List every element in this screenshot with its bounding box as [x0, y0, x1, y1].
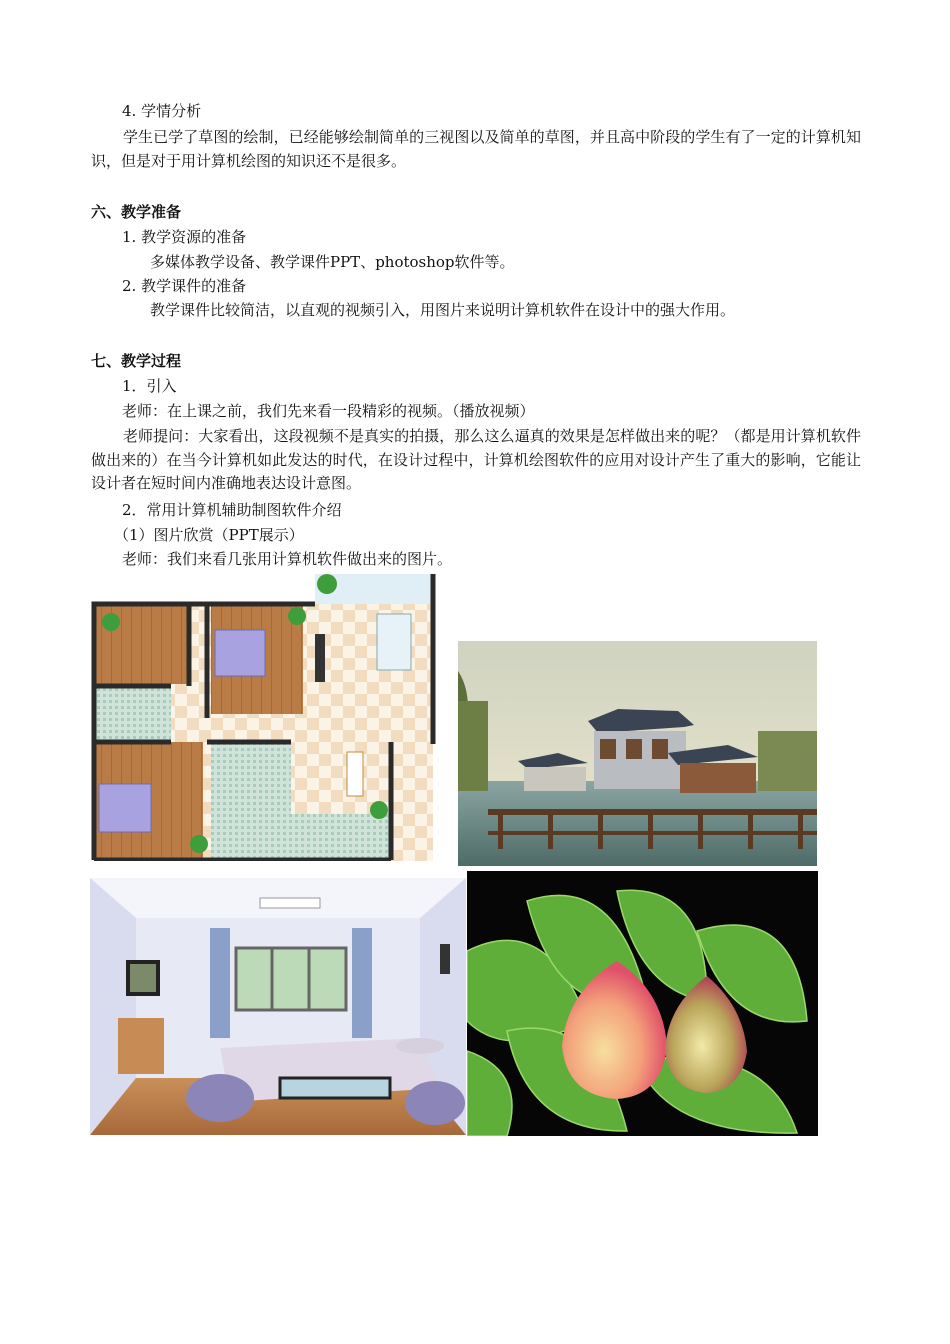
teacher-line-2: 老师：我们来看几张用计算机软件做出来的图片。: [122, 550, 453, 568]
waterside-architecture-rendering: [458, 641, 817, 866]
section-6-item-1-title: 1. 教学资源的准备: [122, 228, 247, 246]
teacher-line-1: 老师：在上课之前，我们先来看一段精彩的视频。（播放视频）: [122, 402, 535, 420]
step-1-title: 1．引入: [122, 377, 177, 395]
section-6-item-2-title: 2. 教学课件的准备: [122, 277, 247, 295]
section-6-item-1-body: 多媒体教学设备、教学课件PPT、photoshop软件等。: [150, 253, 515, 271]
floor-plan-rendering: [91, 574, 436, 861]
item-4-body: 学生已学了草图的绘制，已经能够绘制简单的三视图以及简单的草图，并且高中阶段的学生有了一定的计算机知识，但是对于用计算机绘图的知识还不是很多。: [91, 128, 861, 170]
section-7-heading: 七、教学过程: [91, 352, 182, 370]
item-4-title: 4. 学情分析: [122, 102, 202, 120]
sub-1-title: （1）图片欣赏（PPT展示）: [114, 526, 304, 544]
section-6-heading: 六、教学准备: [91, 203, 182, 221]
section-6-item-2-body: 教学课件比较简洁，以直观的视频引入，用图片来说明计算机软件在设计中的强大作用。: [150, 301, 736, 319]
bedroom-interior-rendering: [90, 878, 466, 1135]
step-2-title: 2．常用计算机辅助制图软件介绍: [122, 501, 342, 519]
peaches-on-leaves-rendering: [467, 871, 818, 1136]
teacher-question: 老师提问：大家看出，这段视频不是真实的拍摄，那么这么逼真的效果是怎样做出来的呢？（都是用计算机软件做出来的）在当今计算机如此发达的时代，在设计过程中，计算机绘图软件的应用对设计产生了重大的影响，它能让设计者在短时间内准确地表达设计意图。: [91, 427, 861, 492]
